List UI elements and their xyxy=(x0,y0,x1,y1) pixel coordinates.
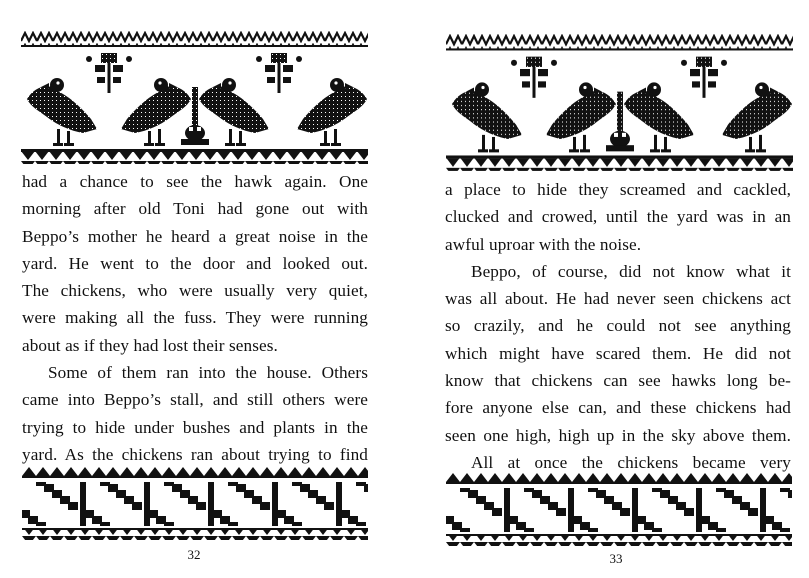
text-line: had a chance to see the hawk again. One xyxy=(22,172,368,191)
text-line: All at once the chickens became very xyxy=(471,452,791,472)
embroidery-steps-image xyxy=(22,466,368,542)
top-embroidery-border xyxy=(446,34,793,174)
text-line: morning after old Toni had gone out with xyxy=(22,199,368,219)
left-body-text xyxy=(22,168,368,468)
embroidery-birds-image xyxy=(446,34,793,174)
text-line: which might have scared them. He did not xyxy=(445,343,791,363)
embroidery-birds-image xyxy=(21,31,368,167)
right-body-text xyxy=(445,176,791,476)
text-line: so crazily, and he could not see anything xyxy=(445,316,791,336)
top-embroidery-border xyxy=(21,31,368,167)
text-line: fore anyone else can, and these chickens had xyxy=(445,398,791,418)
bottom-embroidery-border xyxy=(446,472,792,548)
text-line: was all about. He had never seen chickens act xyxy=(445,289,791,309)
text-line: Some of them ran into the house. Others xyxy=(48,363,368,383)
page-number: 32 xyxy=(187,547,201,562)
text-line: know that chickens can see hawks long be- xyxy=(445,371,791,391)
embroidery-steps-image xyxy=(446,472,792,548)
text-line: seen one high, high up in the sky above them. xyxy=(445,425,791,445)
text-line: The chickens, who were usually very quiet, xyxy=(22,281,368,301)
bottom-embroidery-border xyxy=(22,466,368,542)
text-line: yard. As the chickens ran about trying to find xyxy=(22,444,368,464)
text-line: trying to hide under bushes and plants in the xyxy=(22,417,368,437)
text-line: awful uproar with the noise. xyxy=(445,234,642,254)
text-line: came into Beppo’s stall, and still others were xyxy=(22,390,368,410)
text-line: yard. He went to the door and looked out. xyxy=(22,253,368,273)
text-line: were making all the fuss. They were running xyxy=(22,308,368,328)
text-line: about as if they had lost their senses. xyxy=(22,335,278,355)
text-line: a place to hide they screamed and cackled, xyxy=(445,180,791,199)
text-line: Beppo, of course, did not know what it xyxy=(471,261,791,281)
text-line: Beppo’s mother he heard a great noise in the xyxy=(22,226,368,246)
page-number: 33 xyxy=(609,551,623,566)
right-page xyxy=(405,0,809,578)
text-line: clucked and crowed, until the yard was in an xyxy=(445,207,791,227)
left-page xyxy=(0,0,404,578)
